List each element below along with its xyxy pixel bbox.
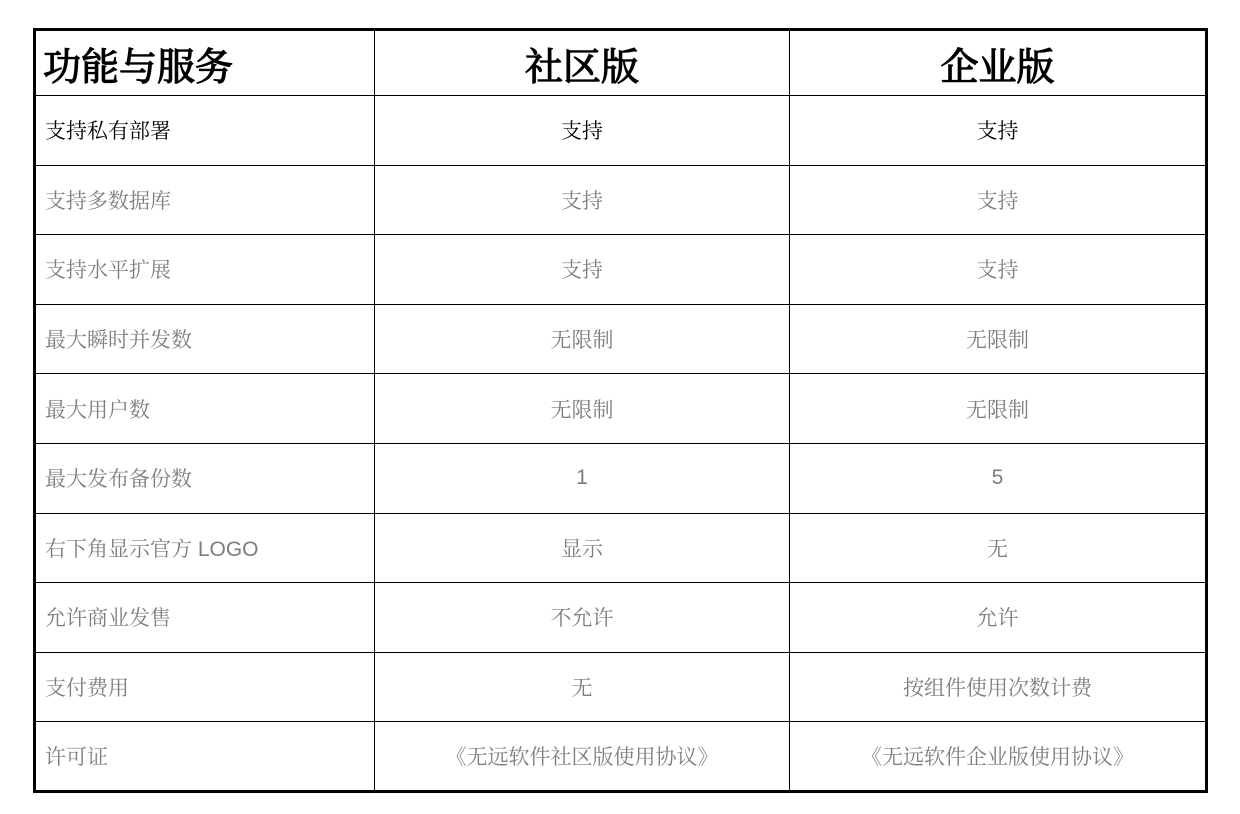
- enterprise-cell: 按组件使用次数计费: [790, 652, 1207, 722]
- table-row: [35, 165, 1207, 235]
- table-row: [35, 722, 1207, 792]
- enterprise-cell: 无: [790, 513, 1207, 583]
- community-cell: 《无远软件社区版使用协议》: [375, 722, 790, 792]
- table-row: [35, 374, 1207, 444]
- community-cell: 显示: [375, 513, 790, 583]
- header-row: [35, 30, 1207, 96]
- community-cell: 不允许: [375, 583, 790, 653]
- community-cell: 支持: [375, 96, 790, 166]
- feature-cell: 最大瞬时并发数: [35, 304, 375, 374]
- feature-cell: 支付费用: [35, 652, 375, 722]
- enterprise-cell: 无限制: [790, 374, 1207, 444]
- table-row: [35, 513, 1207, 583]
- edition-comparison-table: [33, 28, 1208, 793]
- enterprise-cell: 支持: [790, 96, 1207, 166]
- community-cell: 支持: [375, 165, 790, 235]
- enterprise-cell: 允许: [790, 583, 1207, 653]
- enterprise-cell: 5: [790, 443, 1207, 513]
- enterprise-cell: 支持: [790, 165, 1207, 235]
- enterprise-cell: 支持: [790, 235, 1207, 305]
- feature-cell: 许可证: [35, 722, 375, 792]
- feature-cell: 最大发布备份数: [35, 443, 375, 513]
- column-header-enterprise: 企业版: [790, 30, 1207, 96]
- community-cell: 支持: [375, 235, 790, 305]
- feature-cell: 允许商业发售: [35, 583, 375, 653]
- table-row: [35, 652, 1207, 722]
- table-row: [35, 235, 1207, 305]
- feature-cell: 支持水平扩展: [35, 235, 375, 305]
- community-cell: 无限制: [375, 374, 790, 444]
- column-header-community: 社区版: [375, 30, 790, 96]
- enterprise-cell: 《无远软件企业版使用协议》: [790, 722, 1207, 792]
- feature-cell: 最大用户数: [35, 374, 375, 444]
- community-cell: 无: [375, 652, 790, 722]
- table-row: [35, 96, 1207, 166]
- table-header: [35, 30, 1207, 96]
- table-row: [35, 583, 1207, 653]
- feature-cell: 支持多数据库: [35, 165, 375, 235]
- column-header-features: 功能与服务: [35, 30, 375, 96]
- table-body: [35, 96, 1207, 792]
- community-cell: 无限制: [375, 304, 790, 374]
- feature-cell: 右下角显示官方 LOGO: [35, 513, 375, 583]
- feature-cell: 支持私有部署: [35, 96, 375, 166]
- table-row: [35, 443, 1207, 513]
- community-cell: 1: [375, 443, 790, 513]
- enterprise-cell: 无限制: [790, 304, 1207, 374]
- table-row: [35, 304, 1207, 374]
